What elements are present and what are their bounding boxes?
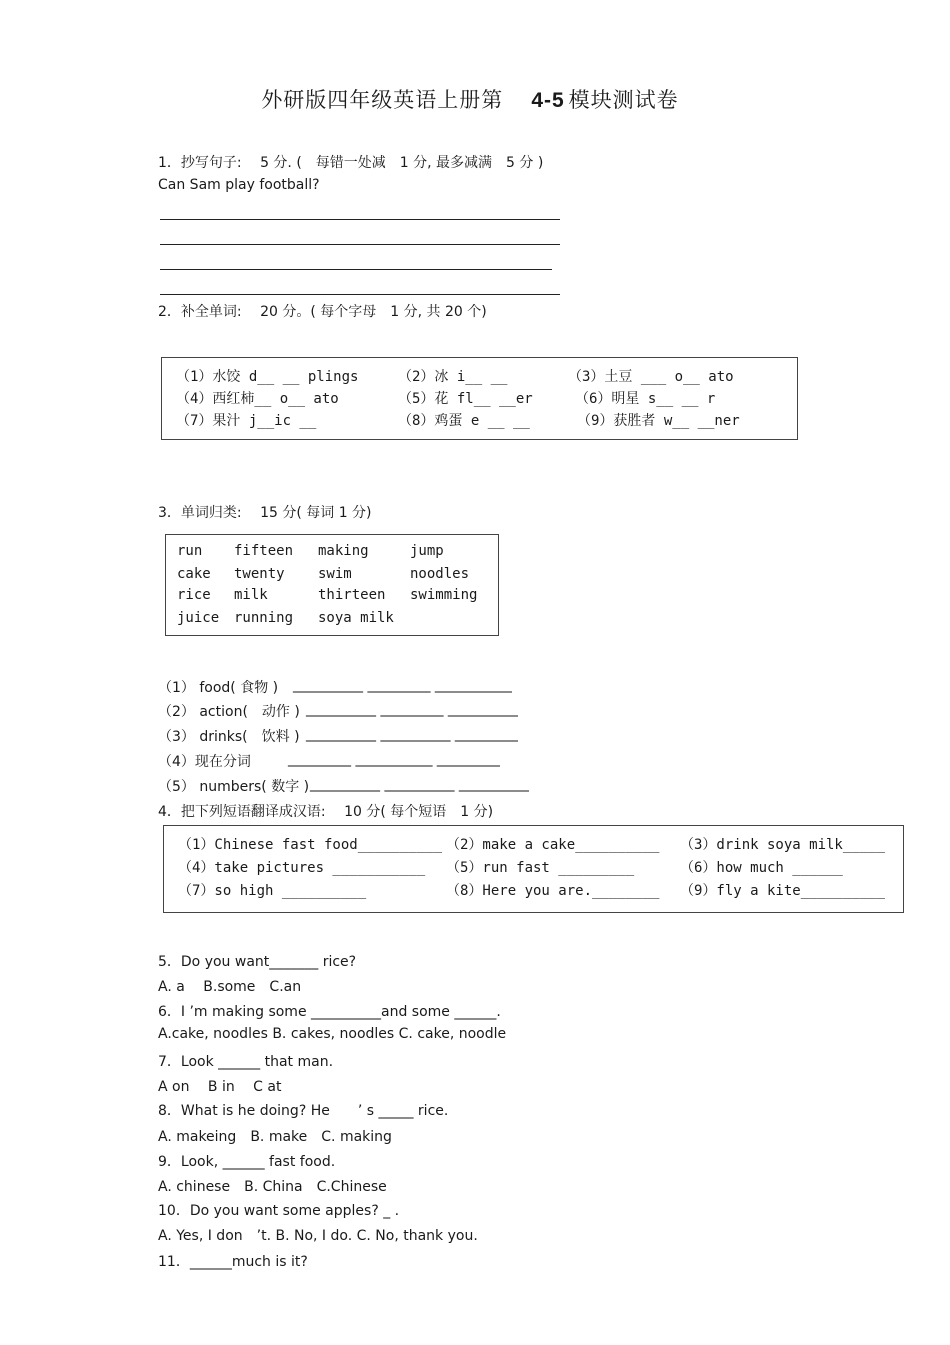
q4-item: （7）so high __________	[178, 883, 367, 899]
q3-word: milk	[234, 587, 268, 603]
q2-item: （3）土豆 ___ o__ ato	[568, 369, 734, 385]
q2-item: （4）西红柿__ o__ ato	[176, 391, 339, 407]
q4-heading: 4．把下列短语翻译成汉语: 10 分( 每个短语 1 分)	[158, 804, 494, 820]
q3-word: making	[318, 543, 369, 559]
q3-word: jump	[410, 543, 444, 559]
title-main: 外研版四年级英语上册第	[261, 88, 504, 112]
q3-word: swim	[318, 566, 352, 582]
q3-word: run	[177, 543, 203, 559]
q5-question: 5．Do you want_______ rice?	[158, 954, 357, 970]
q3-heading: 3．单词归类: 15 分( 每词 1 分)	[158, 505, 372, 521]
q1-heading: 1．抄写句子: 5 分. ( 每错一处减 1 分, 最多减满 5 分 )	[158, 155, 544, 171]
q5-options[interactable]: A. a B.some C.an	[158, 979, 302, 995]
q4-phrase-box	[163, 825, 904, 913]
q3-category-food: （1） food( 食物 )	[158, 680, 279, 696]
q4-item: （4）take pictures ___________	[178, 860, 426, 876]
q2-item: （6）明星 s__ __ r	[575, 391, 716, 407]
q3-word: fifteen	[234, 543, 294, 559]
q3-word: juice	[177, 610, 220, 626]
q3-category-numbers: （5） numbers( 数字 )	[158, 779, 310, 795]
q1-answer-line-3[interactable]	[160, 269, 552, 270]
q2-item: （1）水饺 d__ __ plings	[176, 369, 359, 385]
q4-item: （8）Here you are.________	[446, 883, 660, 899]
q6-options[interactable]: A.cake, noodles B. cakes, noodles C. cake, noodle	[158, 1026, 507, 1042]
q1-answer-line-2[interactable]	[160, 244, 560, 245]
q2-item: （9）获胜者 w__ __ner	[577, 413, 740, 429]
q4-item: （9）fly a kite__________	[680, 883, 886, 899]
q8-options[interactable]: A. makeing B. make C. making	[158, 1129, 392, 1145]
q6-question: 6．I ’m making some __________and some ______.	[158, 1004, 501, 1020]
q3-blanks-food[interactable]: __________ _________ ___________	[293, 677, 512, 693]
page-title	[0, 84, 940, 114]
q1-answer-line-4[interactable]	[160, 294, 560, 295]
q9-options[interactable]: A. chinese B. China C.Chinese	[158, 1179, 387, 1195]
q3-blanks-participle[interactable]: _________ ___________ _________	[288, 751, 500, 767]
q9-question: 9．Look, ______ fast food.	[158, 1154, 336, 1170]
q2-item: （7）果汁 j__ic __	[176, 413, 317, 429]
q3-word: noodles	[410, 566, 470, 582]
q3-blanks-numbers[interactable]: __________ __________ __________	[310, 776, 529, 792]
q4-item: （3）drink soya milk_____	[680, 837, 886, 853]
q3-word: rice	[177, 587, 211, 603]
q3-category-drinks: （3） drinks( 饮料 )	[158, 729, 300, 745]
q3-category-action: （2） action( 动作 )	[158, 704, 300, 720]
q2-item: （8）鸡蛋 e __ __	[398, 413, 530, 429]
q2-item: （2）冰 i__ __	[398, 369, 508, 385]
q3-word: soya milk	[318, 610, 394, 626]
q10-question: 10．Do you want some apples? _ .	[158, 1203, 400, 1219]
q1-sentence: Can Sam play football?	[158, 177, 320, 193]
q3-category-participle: （4）现在分词	[158, 754, 251, 770]
q3-word: swimming	[410, 587, 478, 603]
q4-item: （1）Chinese fast food__________	[178, 837, 443, 853]
title-module-number: 4-5	[531, 89, 565, 112]
q8-question: 8．What is he doing? He ’ s _____ rice.	[158, 1103, 449, 1119]
q4-item: （6）how much ______	[680, 860, 843, 876]
q11-question: 11．______much is it?	[158, 1254, 308, 1270]
q7-question: 7．Look ______ that man.	[158, 1054, 334, 1070]
q4-item: （5）run fast _________	[446, 860, 635, 876]
q3-word-box	[165, 534, 499, 636]
q3-blanks-drinks[interactable]: __________ __________ _________	[306, 726, 518, 742]
q3-word: thirteen	[318, 587, 386, 603]
q2-word-box	[161, 357, 798, 440]
q3-word: running	[234, 610, 294, 626]
q4-item: （2）make a cake__________	[446, 837, 660, 853]
title-rest: 模块测试卷	[568, 88, 679, 112]
q10-options[interactable]: A. Yes, I don ’t. B. No, I do. C. No, thank you.	[158, 1228, 478, 1244]
q1-answer-line-1[interactable]	[160, 219, 560, 220]
q3-word: cake	[177, 566, 211, 582]
q2-heading: 2．补全单词: 20 分。( 每个字母 1 分, 共 20 个)	[158, 304, 487, 320]
q2-item: （5）花 fl__ __er	[398, 391, 533, 407]
q3-blanks-action[interactable]: __________ _________ __________	[306, 701, 518, 717]
q7-options[interactable]: A on B in C at	[158, 1079, 282, 1095]
q3-word: twenty	[234, 566, 285, 582]
